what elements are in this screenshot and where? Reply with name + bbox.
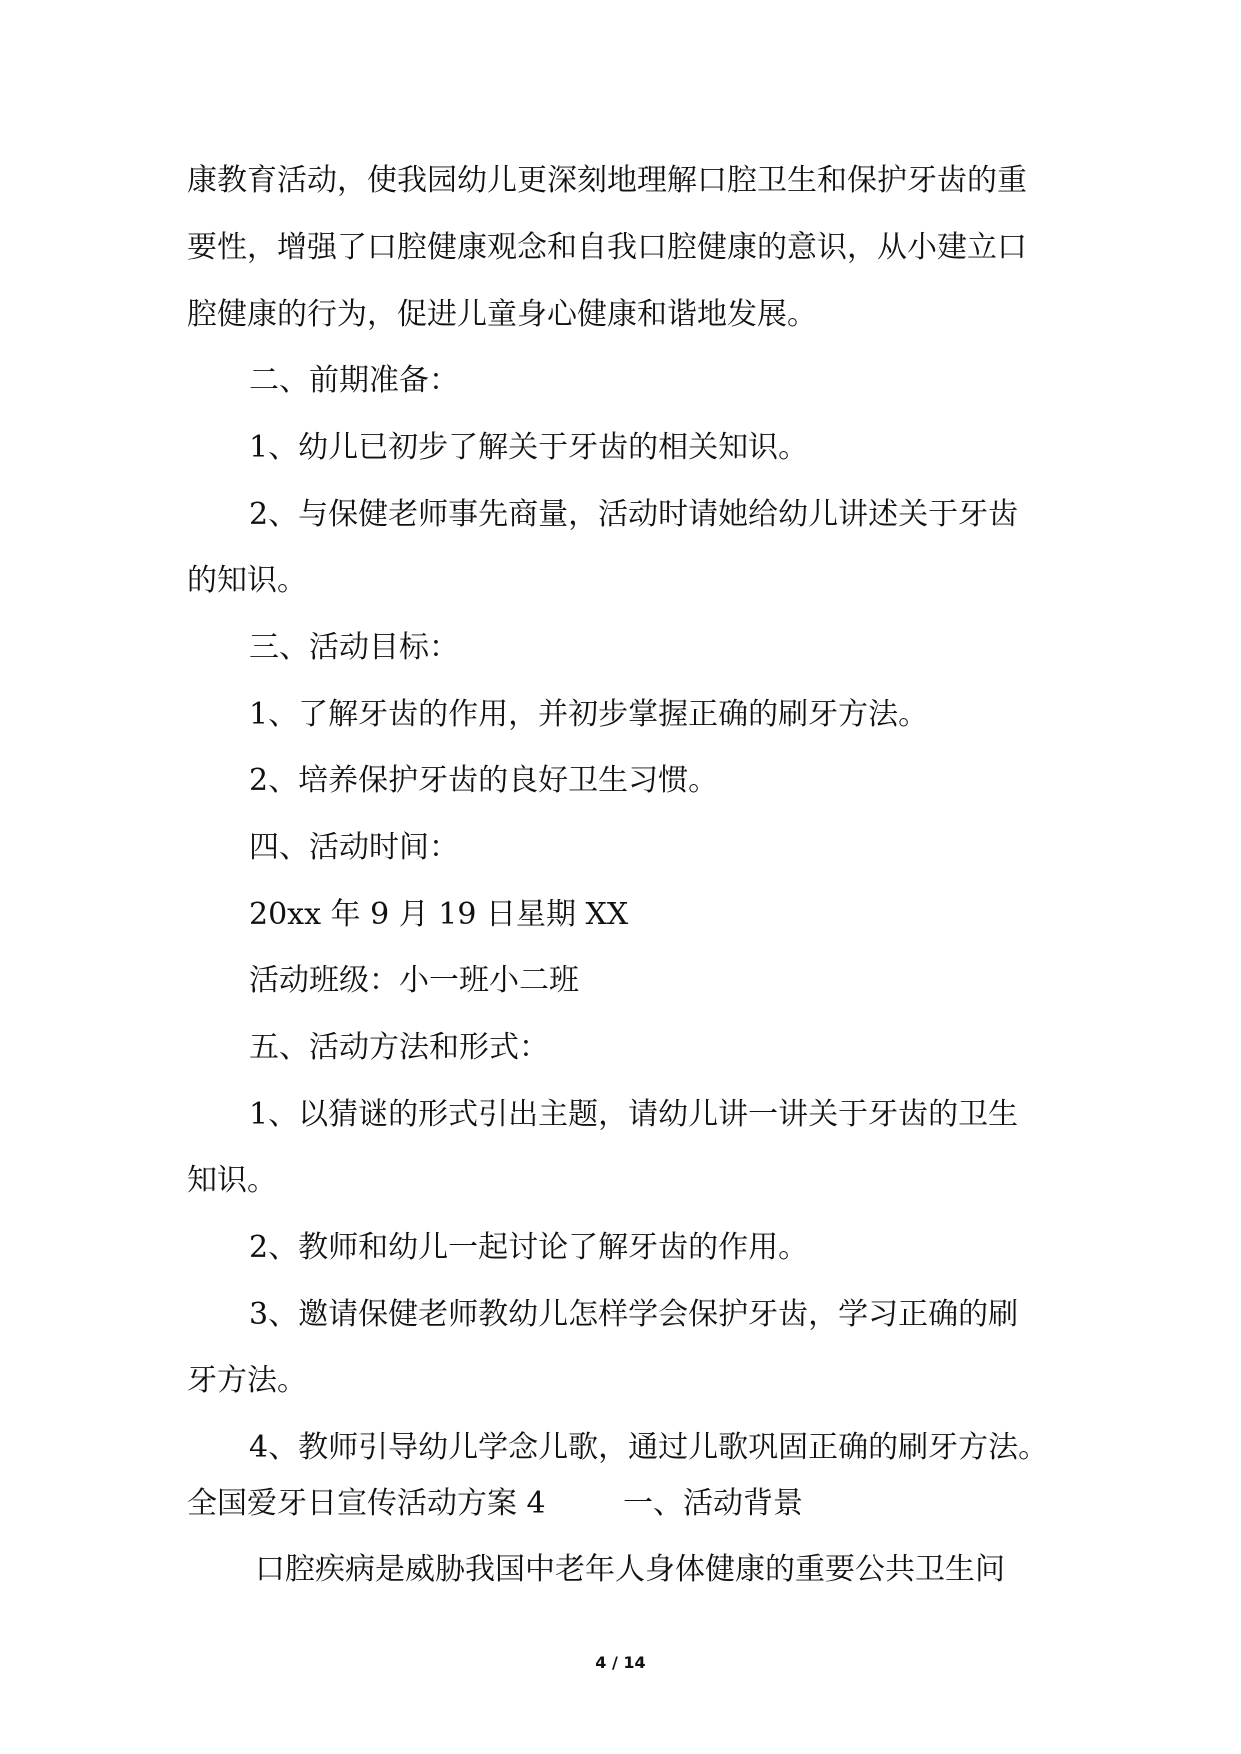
text-line: 牙方法。 — [187, 1363, 307, 1398]
text-line: 1、幼儿已初步了解关于牙齿的相关知识。 — [249, 430, 809, 465]
text-line: 口腔疾病是威胁我国中老年人身体健康的重要公共卫生问 — [255, 1552, 1005, 1587]
section-heading: 二、前期准备： — [249, 363, 459, 398]
text-line: 2、培养保护牙齿的良好卫生习惯。 — [249, 763, 719, 798]
text-line: 活动班级：小一班小二班 — [249, 963, 579, 998]
section-heading: 五、活动方法和形式： — [249, 1030, 549, 1065]
text-line: 1、以猜谜的形式引出主题，请幼儿讲一讲关于牙齿的卫生 — [249, 1097, 1019, 1132]
text-line: 2、教师和幼儿一起讨论了解牙齿的作用。 — [249, 1230, 809, 1265]
section-heading: 三、活动目标： — [249, 630, 459, 665]
text-line: 2、与保健老师事先商量，活动时请她给幼儿讲述关于牙齿 — [249, 497, 1019, 532]
text-line: 20xx 年 9 月 19 日星期 XX — [249, 897, 629, 932]
text-line: 知识。 — [187, 1163, 277, 1198]
text-line: 3、邀请保健老师教幼儿怎样学会保护牙齿，学习正确的刷 — [249, 1297, 1019, 1332]
section-heading: 一、活动背景 — [623, 1486, 803, 1521]
text-line: 4、教师引导幼儿学念儿歌，通过儿歌巩固正确的刷牙方法。 — [249, 1430, 1049, 1465]
section-heading: 四、活动时间： — [249, 830, 459, 865]
text-line: 的知识。 — [187, 563, 307, 598]
page-number: 4 / 14 — [595, 1653, 646, 1672]
text-line: 腔健康的行为，促进儿童身心健康和谐地发展。 — [187, 297, 817, 332]
text-line: 1、了解牙齿的作用，并初步掌握正确的刷牙方法。 — [249, 697, 929, 732]
text-line: 要性，增强了口腔健康观念和自我口腔健康的意识，从小建立口 — [187, 230, 1027, 265]
plan-title: 全国爱牙日宣传活动方案 4 — [187, 1486, 546, 1521]
text-line: 康教育活动，使我园幼儿更深刻地理解口腔卫生和保护牙齿的重 — [187, 163, 1027, 198]
